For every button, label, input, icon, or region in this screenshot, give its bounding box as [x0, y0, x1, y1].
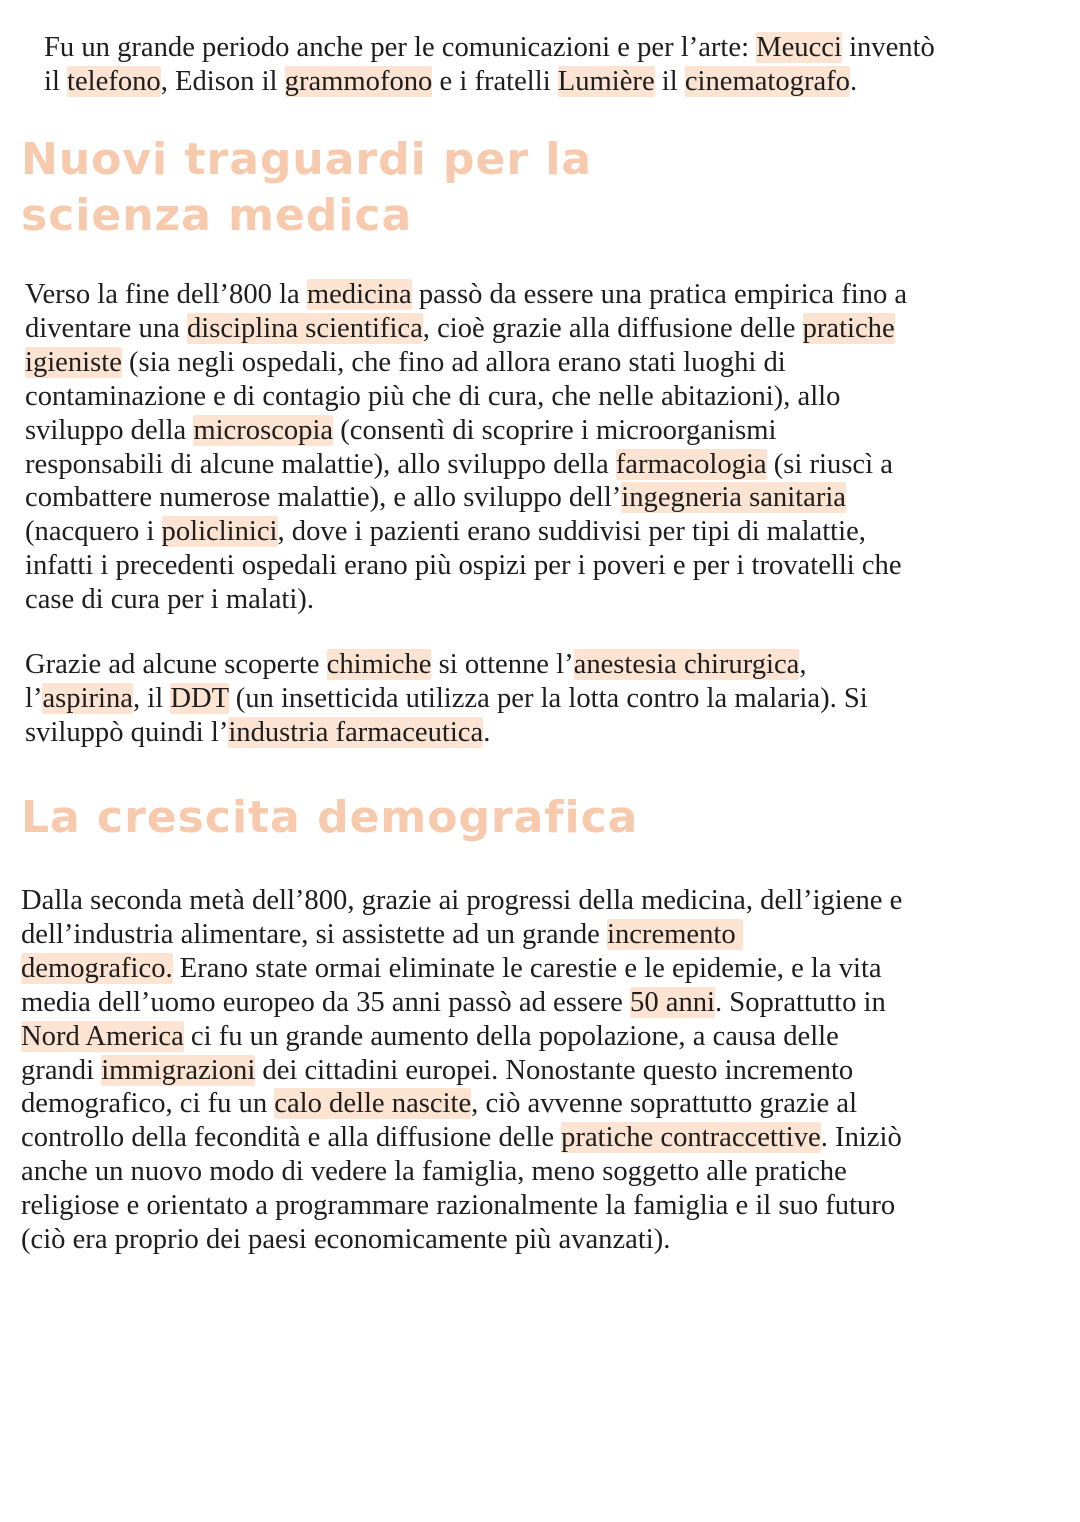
- text-run: Verso la fine dell’800 la: [25, 279, 307, 310]
- text-line: [21, 1189, 902, 1223]
- text-line: [21, 1155, 902, 1189]
- highlighted-term: telefono: [67, 65, 161, 97]
- text-run: controllo della fecondità e alla diffusione delle: [21, 1122, 562, 1154]
- text-run: . Soprattutto in: [715, 986, 886, 1018]
- highlighted-term: pratiche: [802, 312, 895, 344]
- text-line: [25, 414, 907, 448]
- heading-medical-science: [21, 132, 592, 244]
- highlighted-term: incremento: [607, 918, 743, 950]
- text-run: demografico, ci fu un: [21, 1088, 275, 1120]
- intro-paragraph: [44, 31, 935, 99]
- highlighted-term: farmacologia: [615, 448, 767, 480]
- text-line: [21, 1020, 902, 1054]
- text-run: infatti i precedenti ospedali erano più ospizi per i poveri e per i trovatelli che: [25, 550, 902, 582]
- text-line: [21, 1223, 902, 1257]
- highlighted-term: 50 anni: [630, 986, 715, 1018]
- text-run: sviluppo della: [25, 414, 194, 446]
- demography-paragraph: [21, 884, 902, 1257]
- text-run: dell’industria alimentare, si assistette ad un grande: [21, 918, 607, 950]
- text-run: , ciò avvenne soprattutto grazie al: [471, 1088, 858, 1120]
- text-run: l’: [25, 682, 43, 714]
- heading-line: scienza medica: [21, 190, 413, 241]
- text-run: (ciò era proprio dei paesi economicamente più avanzati).: [21, 1224, 671, 1256]
- heading-demographic-growth: [21, 790, 638, 846]
- text-run: Fu un grande periodo anche per le comunicazioni e per l’arte:: [44, 32, 757, 63]
- highlighted-term: cinematografo: [684, 65, 850, 97]
- text-line: [25, 481, 907, 515]
- highlighted-term: industria farmaceutica: [228, 716, 484, 748]
- text-line: [21, 1087, 902, 1121]
- heading-line: La crescita demografica: [21, 792, 639, 843]
- text-run: anche un nuovo modo di vedere la famiglia, meno soggetto alle pratiche: [21, 1156, 847, 1188]
- text-run: (sia negli ospedali, che fino ad allora erano stati luoghi di: [121, 346, 786, 378]
- highlighted-term: Meucci: [756, 32, 842, 63]
- text-run: combattere numerose malattie), e allo sviluppo dell’: [25, 482, 622, 514]
- text-run: si ottenne l’: [431, 649, 574, 680]
- text-line: [21, 986, 902, 1020]
- highlighted-term: Nord America: [21, 1020, 184, 1052]
- text-run: media dell’uomo europeo da 35 anni passò ad essere: [21, 986, 631, 1018]
- highlighted-term: immigrazioni: [101, 1054, 256, 1086]
- highlighted-term: DDT: [170, 682, 229, 714]
- heading-line: Nuovi traguardi per la: [21, 134, 593, 185]
- highlighted-term: Lumière: [557, 65, 655, 97]
- text-run: Erano state ormai eliminate le carestie e le epidemie, e la vita: [172, 952, 882, 984]
- text-run: il: [654, 65, 685, 97]
- highlighted-term: calo delle nascite: [274, 1088, 472, 1120]
- text-run: il: [44, 65, 68, 97]
- text-run: ,: [799, 649, 807, 680]
- text-line: [25, 716, 868, 750]
- text-run: grandi: [21, 1054, 102, 1086]
- text-line: [25, 583, 907, 617]
- text-run: passò da essere una pratica empirica fino a: [411, 279, 908, 310]
- text-run: , cioè grazie alla diffusione delle: [422, 312, 803, 344]
- text-run: religiose e orientato a programmare razionalmente la famiglia e il suo futuro: [21, 1190, 896, 1222]
- text-line: [44, 65, 935, 99]
- text-run: , dove i pazienti erano suddivisi per tipi di malattie,: [277, 516, 866, 548]
- text-line: [25, 515, 907, 549]
- text-line: [44, 31, 935, 65]
- text-run: (consentì di scoprire i microorganismi: [333, 414, 777, 446]
- text-line: [25, 448, 907, 482]
- highlighted-term: aspirina: [42, 682, 133, 714]
- text-run: responsabili di alcune malattie), allo sviluppo della: [25, 448, 616, 480]
- text-line: [25, 380, 907, 414]
- text-run: diventare una: [25, 312, 187, 344]
- text-run: , il: [132, 682, 171, 714]
- text-run: Dalla seconda metà dell’800, grazie ai progressi della medicina, dell’igiene e: [21, 885, 903, 916]
- text-run: dei cittadini europei. Nonostante questo incremento: [255, 1054, 854, 1086]
- highlighted-term: ingegneria sanitaria: [621, 482, 846, 514]
- text-line: [25, 648, 868, 682]
- text-run: case di cura per i malati).: [25, 584, 314, 616]
- text-line: [25, 682, 868, 716]
- text-run: contaminazione e di contagio più che di cura, che nelle abitazioni), allo: [25, 380, 841, 412]
- highlighted-term: microscopia: [193, 414, 334, 446]
- text-line: [25, 312, 907, 346]
- text-run: inventò: [841, 32, 935, 63]
- text-line: [21, 1121, 902, 1155]
- text-line: [25, 549, 907, 583]
- highlighted-term: pratiche contraccettive: [561, 1122, 821, 1154]
- text-run: .: [483, 716, 491, 748]
- highlighted-term: anestesia chirurgica: [573, 649, 800, 680]
- text-line: [21, 884, 902, 918]
- highlighted-term: demografico.: [21, 952, 173, 984]
- text-line: [21, 1054, 902, 1088]
- text-line: [25, 278, 907, 312]
- highlighted-term: policlinici: [161, 516, 278, 548]
- highlighted-term: igieniste: [25, 346, 122, 378]
- text-line: [21, 918, 902, 952]
- text-run: (un insetticida utilizza per la lotta contro la malaria). Si: [228, 682, 868, 714]
- highlighted-term: medicina: [306, 279, 412, 310]
- medicine-paragraph: [25, 278, 907, 617]
- text-run: . Iniziò: [820, 1122, 902, 1154]
- highlighted-term: chimiche: [326, 649, 432, 680]
- text-line: [25, 346, 907, 380]
- text-run: Grazie ad alcune scoperte: [25, 649, 327, 680]
- text-run: .: [849, 65, 858, 97]
- chemistry-paragraph: [25, 648, 868, 750]
- highlighted-term: disciplina scientifica: [186, 312, 423, 344]
- text-run: (si riuscì a: [766, 448, 893, 480]
- text-run: sviluppò quindi l’: [25, 716, 229, 748]
- text-run: (nacquero i: [25, 516, 162, 548]
- text-run: e i fratelli: [432, 65, 558, 97]
- text-run: , Edison il: [160, 65, 285, 97]
- text-line: [21, 952, 902, 986]
- highlighted-term: grammofono: [284, 65, 433, 97]
- text-run: ci fu un grande aumento della popolazione, a causa delle: [183, 1020, 839, 1052]
